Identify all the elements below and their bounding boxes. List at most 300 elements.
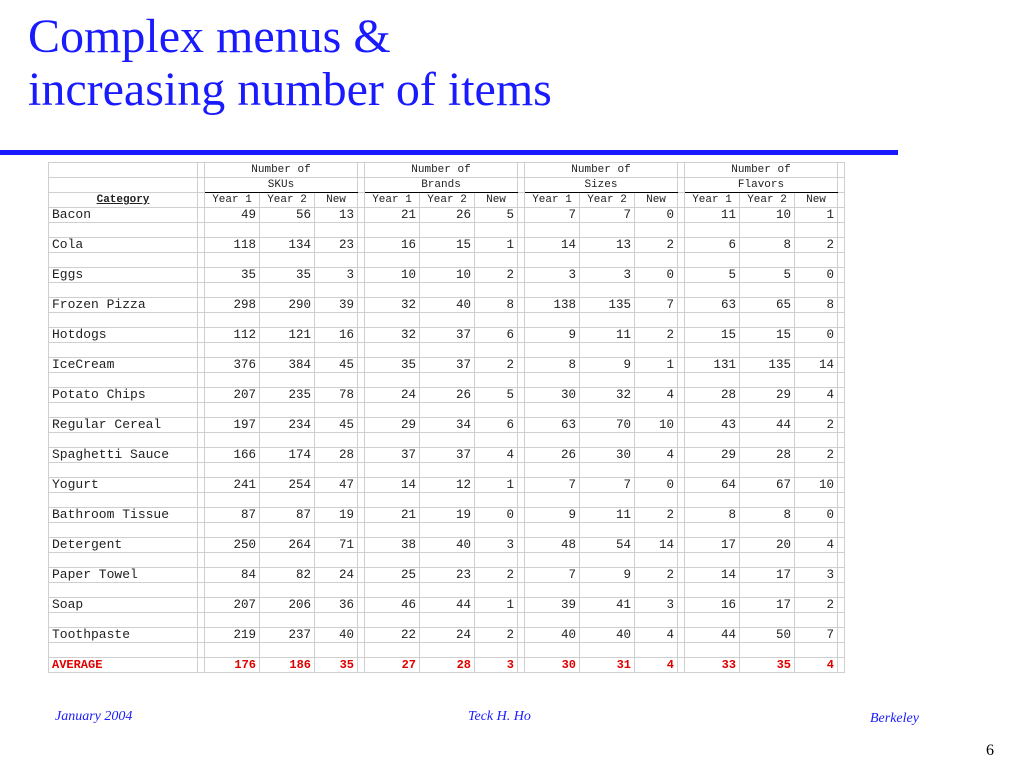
value-cell: 40 bbox=[315, 628, 358, 643]
value-cell: 121 bbox=[260, 328, 315, 343]
value-cell: 5 bbox=[740, 268, 795, 283]
column-header: New bbox=[635, 193, 678, 208]
group-header-line1: Number of bbox=[365, 163, 518, 178]
spacer-cell bbox=[740, 433, 795, 448]
spacer-cell bbox=[315, 343, 358, 358]
spacer-cell bbox=[365, 403, 420, 418]
gap-cell bbox=[198, 283, 205, 298]
spacer-cell bbox=[475, 283, 518, 298]
category-cell: Paper Towel bbox=[49, 568, 198, 583]
spacer-cell bbox=[685, 613, 740, 628]
value-cell: 26 bbox=[420, 388, 475, 403]
spacer-cell bbox=[795, 463, 838, 478]
spacer-cell bbox=[205, 613, 260, 628]
table-row bbox=[49, 418, 845, 433]
value-cell: 16 bbox=[365, 238, 420, 253]
spacer-cell bbox=[685, 343, 740, 358]
value-cell: 0 bbox=[795, 268, 838, 283]
spacer-cell bbox=[795, 253, 838, 268]
value-cell: 3 bbox=[475, 658, 518, 673]
spacer-cell bbox=[205, 553, 260, 568]
gap-cell bbox=[678, 643, 685, 658]
gap-cell bbox=[358, 193, 365, 208]
spacer-cell bbox=[525, 463, 580, 478]
spacer-cell bbox=[635, 613, 678, 628]
category-cell: AVERAGE bbox=[49, 658, 198, 673]
gap-cell bbox=[838, 223, 845, 238]
spacer-cell bbox=[315, 583, 358, 598]
spacer-cell bbox=[260, 313, 315, 328]
value-cell: 17 bbox=[740, 598, 795, 613]
gap-cell bbox=[678, 388, 685, 403]
spacer-row bbox=[49, 343, 845, 358]
spacer-row bbox=[49, 463, 845, 478]
spacer-cell bbox=[365, 433, 420, 448]
value-cell: 14 bbox=[635, 538, 678, 553]
value-cell: 30 bbox=[580, 448, 635, 463]
value-cell: 44 bbox=[685, 628, 740, 643]
group-header-line2: Brands bbox=[365, 178, 518, 193]
value-cell: 10 bbox=[740, 208, 795, 223]
gap-cell bbox=[358, 508, 365, 523]
spacer-cell bbox=[525, 583, 580, 598]
spacer-cell bbox=[475, 343, 518, 358]
gap-cell bbox=[198, 643, 205, 658]
spacer-cell bbox=[740, 493, 795, 508]
gap-cell bbox=[678, 658, 685, 673]
gap-cell bbox=[838, 178, 845, 193]
value-cell: 11 bbox=[685, 208, 740, 223]
spacer-cell bbox=[420, 523, 475, 538]
value-cell: 2 bbox=[635, 568, 678, 583]
value-cell: 2 bbox=[475, 358, 518, 373]
spacer-cell bbox=[205, 463, 260, 478]
table-row bbox=[49, 628, 845, 643]
value-cell: 16 bbox=[315, 328, 358, 343]
spacer-cell bbox=[205, 583, 260, 598]
spacer-cell bbox=[635, 523, 678, 538]
gap-cell bbox=[198, 358, 205, 373]
gap-cell bbox=[358, 373, 365, 388]
gap-cell bbox=[838, 343, 845, 358]
value-cell: 135 bbox=[580, 298, 635, 313]
gap-cell bbox=[838, 328, 845, 343]
gap-cell bbox=[678, 418, 685, 433]
value-cell: 9 bbox=[580, 358, 635, 373]
value-cell: 44 bbox=[740, 418, 795, 433]
spacer-cell bbox=[420, 403, 475, 418]
gap-cell bbox=[518, 328, 525, 343]
column-header: Year 2 bbox=[260, 193, 315, 208]
value-cell: 138 bbox=[525, 298, 580, 313]
spacer-cell bbox=[315, 523, 358, 538]
gap-cell bbox=[678, 238, 685, 253]
spacer-cell bbox=[260, 403, 315, 418]
spacer-cell bbox=[795, 613, 838, 628]
spacer-cell bbox=[580, 433, 635, 448]
items-table bbox=[48, 162, 845, 673]
footer-place: Berkeley bbox=[870, 711, 919, 726]
value-cell: 87 bbox=[205, 508, 260, 523]
spacer-cell bbox=[260, 553, 315, 568]
spacer-cell bbox=[205, 403, 260, 418]
spacer-cell bbox=[685, 403, 740, 418]
gap-cell bbox=[518, 658, 525, 673]
spacer-cell bbox=[685, 583, 740, 598]
gap-cell bbox=[198, 493, 205, 508]
spacer-cell bbox=[525, 643, 580, 658]
value-cell: 2 bbox=[795, 238, 838, 253]
gap-cell bbox=[518, 478, 525, 493]
value-cell: 15 bbox=[685, 328, 740, 343]
spacer-cell bbox=[260, 613, 315, 628]
value-cell: 37 bbox=[365, 448, 420, 463]
gap-cell bbox=[198, 568, 205, 583]
spacer-cell bbox=[580, 553, 635, 568]
category-cell: Bacon bbox=[49, 208, 198, 223]
gap-cell bbox=[678, 598, 685, 613]
gap-cell bbox=[518, 448, 525, 463]
value-cell: 30 bbox=[525, 388, 580, 403]
value-cell: 197 bbox=[205, 418, 260, 433]
spacer-cell bbox=[635, 433, 678, 448]
spacer-cell bbox=[315, 613, 358, 628]
value-cell: 45 bbox=[315, 418, 358, 433]
value-cell: 174 bbox=[260, 448, 315, 463]
value-cell: 9 bbox=[580, 568, 635, 583]
value-cell: 35 bbox=[205, 268, 260, 283]
value-cell: 3 bbox=[525, 268, 580, 283]
spacer-cell bbox=[475, 433, 518, 448]
gap-cell bbox=[198, 598, 205, 613]
table-row bbox=[49, 568, 845, 583]
category-cell: Potato Chips bbox=[49, 388, 198, 403]
value-cell: 4 bbox=[795, 388, 838, 403]
value-cell: 35 bbox=[365, 358, 420, 373]
spacer-cell bbox=[365, 253, 420, 268]
spacer-cell bbox=[420, 343, 475, 358]
spacer-cell bbox=[365, 373, 420, 388]
title-line-2: increasing number of items bbox=[28, 63, 552, 116]
spacer-cell bbox=[365, 283, 420, 298]
spacer-cell bbox=[315, 403, 358, 418]
value-cell: 23 bbox=[315, 238, 358, 253]
spacer-row bbox=[49, 283, 845, 298]
gap-cell bbox=[678, 208, 685, 223]
gap-cell bbox=[518, 598, 525, 613]
footer-date: January 2004 bbox=[55, 709, 133, 724]
value-cell: 10 bbox=[635, 418, 678, 433]
spacer-cell bbox=[580, 463, 635, 478]
spacer-cell bbox=[365, 643, 420, 658]
value-cell: 29 bbox=[740, 388, 795, 403]
value-cell: 186 bbox=[260, 658, 315, 673]
spacer-cell bbox=[475, 553, 518, 568]
gap-cell bbox=[518, 433, 525, 448]
gap-cell bbox=[198, 538, 205, 553]
value-cell: 32 bbox=[365, 328, 420, 343]
value-cell: 26 bbox=[525, 448, 580, 463]
gap-cell bbox=[838, 418, 845, 433]
group-header-line2: Sizes bbox=[525, 178, 678, 193]
gap-cell bbox=[838, 388, 845, 403]
gap-cell bbox=[678, 253, 685, 268]
gap-cell bbox=[518, 178, 525, 193]
spacer-cell bbox=[365, 463, 420, 478]
spacer-cell bbox=[635, 253, 678, 268]
value-cell: 14 bbox=[365, 478, 420, 493]
spacer-cell bbox=[580, 373, 635, 388]
value-cell: 35 bbox=[740, 658, 795, 673]
gap-cell bbox=[518, 403, 525, 418]
column-header: New bbox=[315, 193, 358, 208]
gap-cell bbox=[358, 433, 365, 448]
value-cell: 28 bbox=[315, 448, 358, 463]
gap-cell bbox=[518, 238, 525, 253]
gap-cell bbox=[678, 268, 685, 283]
value-cell: 2 bbox=[475, 568, 518, 583]
value-cell: 50 bbox=[740, 628, 795, 643]
value-cell: 14 bbox=[685, 568, 740, 583]
gap-cell bbox=[838, 268, 845, 283]
value-cell: 14 bbox=[525, 238, 580, 253]
table-row bbox=[49, 508, 845, 523]
value-cell: 4 bbox=[635, 388, 678, 403]
gap-cell bbox=[838, 613, 845, 628]
value-cell: 4 bbox=[795, 658, 838, 673]
gap-cell bbox=[358, 523, 365, 538]
value-cell: 237 bbox=[260, 628, 315, 643]
spacer-row bbox=[49, 553, 845, 568]
column-header: Year 1 bbox=[525, 193, 580, 208]
value-cell: 46 bbox=[365, 598, 420, 613]
spacer-cell bbox=[420, 223, 475, 238]
gap-cell bbox=[678, 223, 685, 238]
value-cell: 234 bbox=[260, 418, 315, 433]
value-cell: 12 bbox=[420, 478, 475, 493]
spacer-cell bbox=[795, 523, 838, 538]
spacer-cell bbox=[49, 373, 198, 388]
spacer-cell bbox=[260, 643, 315, 658]
spacer-cell bbox=[365, 613, 420, 628]
spacer-cell bbox=[795, 493, 838, 508]
value-cell: 32 bbox=[365, 298, 420, 313]
spacer-cell bbox=[260, 493, 315, 508]
value-cell: 8 bbox=[795, 298, 838, 313]
value-cell: 24 bbox=[420, 628, 475, 643]
spacer-cell bbox=[580, 403, 635, 418]
header-blank-cell bbox=[49, 163, 198, 178]
footer-author: Teck H. Ho bbox=[468, 709, 531, 724]
value-cell: 37 bbox=[420, 328, 475, 343]
value-cell: 131 bbox=[685, 358, 740, 373]
value-cell: 1 bbox=[475, 598, 518, 613]
gap-cell bbox=[198, 238, 205, 253]
gap-cell bbox=[198, 583, 205, 598]
spacer-cell bbox=[365, 343, 420, 358]
value-cell: 47 bbox=[315, 478, 358, 493]
value-cell: 8 bbox=[740, 238, 795, 253]
spacer-cell bbox=[795, 403, 838, 418]
gap-cell bbox=[678, 433, 685, 448]
category-cell: Spaghetti Sauce bbox=[49, 448, 198, 463]
value-cell: 2 bbox=[475, 268, 518, 283]
value-cell: 35 bbox=[315, 658, 358, 673]
spacer-cell bbox=[635, 283, 678, 298]
spacer-cell bbox=[420, 613, 475, 628]
value-cell: 26 bbox=[420, 208, 475, 223]
value-cell: 15 bbox=[420, 238, 475, 253]
gap-cell bbox=[518, 418, 525, 433]
spacer-cell bbox=[525, 403, 580, 418]
value-cell: 70 bbox=[580, 418, 635, 433]
value-cell: 16 bbox=[685, 598, 740, 613]
gap-cell bbox=[358, 208, 365, 223]
value-cell: 135 bbox=[740, 358, 795, 373]
spacer-cell bbox=[315, 433, 358, 448]
gap-cell bbox=[358, 598, 365, 613]
value-cell: 87 bbox=[260, 508, 315, 523]
spacer-cell bbox=[260, 253, 315, 268]
value-cell: 28 bbox=[740, 448, 795, 463]
gap-cell bbox=[838, 523, 845, 538]
page-number: 6 bbox=[986, 742, 994, 759]
spacer-cell bbox=[205, 643, 260, 658]
gap-cell bbox=[678, 283, 685, 298]
spacer-cell bbox=[315, 313, 358, 328]
value-cell: 6 bbox=[475, 418, 518, 433]
value-cell: 2 bbox=[635, 238, 678, 253]
spacer-cell bbox=[740, 613, 795, 628]
table-row bbox=[49, 268, 845, 283]
gap-cell bbox=[198, 193, 205, 208]
gap-cell bbox=[838, 298, 845, 313]
value-cell: 63 bbox=[685, 298, 740, 313]
spacer-row bbox=[49, 523, 845, 538]
spacer-cell bbox=[365, 223, 420, 238]
value-cell: 4 bbox=[635, 628, 678, 643]
table-row bbox=[49, 328, 845, 343]
value-cell: 207 bbox=[205, 388, 260, 403]
gap-cell bbox=[358, 178, 365, 193]
spacer-row bbox=[49, 253, 845, 268]
gap-cell bbox=[358, 238, 365, 253]
gap-cell bbox=[838, 628, 845, 643]
category-cell: IceCream bbox=[49, 358, 198, 373]
value-cell: 250 bbox=[205, 538, 260, 553]
gap-cell bbox=[838, 463, 845, 478]
gap-cell bbox=[198, 223, 205, 238]
gap-cell bbox=[198, 478, 205, 493]
value-cell: 1 bbox=[475, 478, 518, 493]
value-cell: 290 bbox=[260, 298, 315, 313]
gap-cell bbox=[198, 373, 205, 388]
spacer-cell bbox=[580, 283, 635, 298]
value-cell: 4 bbox=[635, 448, 678, 463]
spacer-cell bbox=[635, 463, 678, 478]
average-row bbox=[49, 658, 845, 673]
gap-cell bbox=[518, 163, 525, 178]
value-cell: 166 bbox=[205, 448, 260, 463]
spacer-cell bbox=[260, 373, 315, 388]
value-cell: 241 bbox=[205, 478, 260, 493]
spacer-cell bbox=[260, 523, 315, 538]
spacer-cell bbox=[205, 523, 260, 538]
spacer-cell bbox=[49, 493, 198, 508]
value-cell: 13 bbox=[315, 208, 358, 223]
gap-cell bbox=[838, 283, 845, 298]
spacer-cell bbox=[525, 613, 580, 628]
value-cell: 33 bbox=[685, 658, 740, 673]
value-cell: 28 bbox=[685, 388, 740, 403]
gap-cell bbox=[518, 298, 525, 313]
value-cell: 2 bbox=[635, 508, 678, 523]
spacer-cell bbox=[580, 643, 635, 658]
gap-cell bbox=[358, 268, 365, 283]
gap-cell bbox=[358, 253, 365, 268]
column-header: Year 2 bbox=[740, 193, 795, 208]
gap-cell bbox=[678, 403, 685, 418]
value-cell: 39 bbox=[315, 298, 358, 313]
value-cell: 40 bbox=[525, 628, 580, 643]
gap-cell bbox=[678, 313, 685, 328]
spacer-cell bbox=[420, 433, 475, 448]
value-cell: 45 bbox=[315, 358, 358, 373]
value-cell: 3 bbox=[795, 568, 838, 583]
value-cell: 37 bbox=[420, 358, 475, 373]
spacer-cell bbox=[580, 253, 635, 268]
gap-cell bbox=[838, 358, 845, 373]
value-cell: 5 bbox=[685, 268, 740, 283]
value-cell: 21 bbox=[365, 208, 420, 223]
gap-cell bbox=[678, 478, 685, 493]
gap-cell bbox=[358, 643, 365, 658]
slide-title bbox=[28, 10, 552, 116]
table-row bbox=[49, 238, 845, 253]
spacer-cell bbox=[525, 493, 580, 508]
spacer-cell bbox=[525, 283, 580, 298]
spacer-cell bbox=[685, 463, 740, 478]
value-cell: 71 bbox=[315, 538, 358, 553]
value-cell: 6 bbox=[475, 328, 518, 343]
group-header-line2: SKUs bbox=[205, 178, 358, 193]
gap-cell bbox=[838, 568, 845, 583]
column-header: Year 2 bbox=[580, 193, 635, 208]
gap-cell bbox=[198, 343, 205, 358]
spacer-cell bbox=[635, 493, 678, 508]
gap-cell bbox=[358, 163, 365, 178]
spacer-cell bbox=[740, 373, 795, 388]
value-cell: 376 bbox=[205, 358, 260, 373]
value-cell: 0 bbox=[795, 328, 838, 343]
gap-cell bbox=[198, 388, 205, 403]
gap-cell bbox=[518, 283, 525, 298]
value-cell: 2 bbox=[795, 448, 838, 463]
spacer-cell bbox=[475, 523, 518, 538]
gap-cell bbox=[358, 448, 365, 463]
group-header-line1: Number of bbox=[525, 163, 678, 178]
table-row bbox=[49, 298, 845, 313]
gap-cell bbox=[838, 373, 845, 388]
spacer-cell bbox=[420, 583, 475, 598]
gap-cell bbox=[518, 523, 525, 538]
spacer-cell bbox=[525, 313, 580, 328]
spacer-cell bbox=[580, 523, 635, 538]
spacer-cell bbox=[740, 283, 795, 298]
category-cell: Soap bbox=[49, 598, 198, 613]
spacer-cell bbox=[475, 493, 518, 508]
spacer-cell bbox=[795, 343, 838, 358]
